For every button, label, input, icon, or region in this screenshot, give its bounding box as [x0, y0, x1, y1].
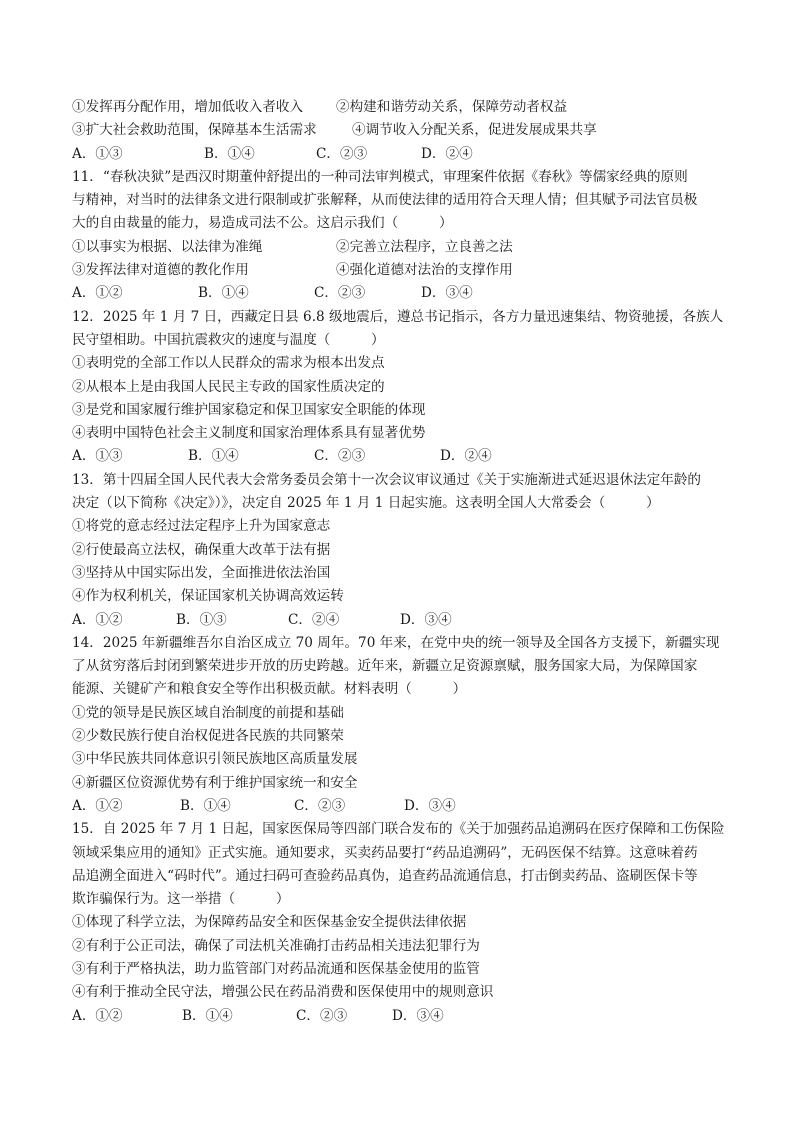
- answer-b[interactable]: B．①④: [182, 1007, 233, 1024]
- option-row: [72, 96, 722, 119]
- question-stem-line: 了从贫穷落后封闭到繁荣进步开放的历史跨越。近年来，新疆立足资源禀赋，服务国家大局，为保障国家: [72, 658, 698, 675]
- option-3: ③是党和国家履行维护国家稳定和保卫国家安全职能的体现: [72, 401, 426, 418]
- option-4: ④有利于推动全民守法，增强公民在药品消费和医保使用中的规则意识: [72, 984, 494, 1001]
- question-stem-line: 决定（以下简称《决定》）》，决定自 2025 年 1 月 1 日起实施。这表明全国人大常委会（ ）: [72, 495, 660, 512]
- option-4: ④表明中国特色社会主义制度和国家治理体系具有显著优势: [72, 425, 426, 442]
- question-14: [72, 632, 722, 818]
- answer-choices: [72, 1005, 722, 1028]
- option-2: ②有利于公正司法，确保了司法机关准确打击药品相关违法犯罪行为: [72, 937, 480, 954]
- exam-page: [72, 96, 725, 1028]
- answer-a[interactable]: A．①②: [72, 285, 123, 302]
- answer-a[interactable]: A．①②: [72, 797, 123, 814]
- question-stem-line: 领域采集应用的通知》正式实施。通知要求，买卖药品要打“药品追溯码”，无码医保不结算。这意味着药: [72, 844, 698, 861]
- option-row: [72, 236, 722, 259]
- question-stem-line: 民守望相助。中国抗震救灾的速度与温度（ ）: [72, 331, 385, 348]
- option-1: ①将党的意志经过法定程序上升为国家意志: [72, 518, 331, 535]
- answer-d[interactable]: D．③④: [392, 1007, 444, 1024]
- question-12: [72, 306, 722, 469]
- option-1: ①以事实为根据、以法律为准绳: [72, 238, 263, 255]
- question-stem-line: 13．第十四届全国人民代表大会常务委员会第十一次会议审议通过《关于实施渐进式延迟退休法定年龄的: [72, 471, 702, 488]
- question-stem-line: 品追溯全面进入“码时代”。通过扫码可查验药品真伪，追查药品流通信息，打击倒卖药品、盗刷医保卡等: [72, 867, 698, 884]
- option-3: ③扩大社会救助范围，保障基本生活需求: [72, 122, 317, 139]
- question-stem-line: 15．自 2025 年 7 月 1 日起，国家医保局等四部门联合发布的《关于加强药品追溯码在医疗保障和工伤保险: [72, 821, 725, 838]
- answer-b[interactable]: B．①④: [198, 285, 249, 302]
- answer-d[interactable]: D．③④: [404, 797, 456, 814]
- question-stem-line: 12．2025 年 1 月 7 日，西藏定日县 6.8 级地震后，遵总书记指示，各方力量迅速集结、物资驰援，各族人: [72, 308, 724, 325]
- question-stem-line: 欺诈骗保行为。这一举措（ ）: [72, 891, 290, 908]
- answer-a[interactable]: A．①②: [72, 611, 123, 628]
- answer-d[interactable]: D．②④: [440, 448, 492, 465]
- answer-b[interactable]: B．①④: [204, 145, 255, 162]
- option-3: ③坚持从中国实际出发，全面推进依法治国: [72, 564, 331, 581]
- option-row: [72, 259, 722, 282]
- answer-d[interactable]: D．②④: [421, 145, 473, 162]
- option-3: ③有利于严格执法，助力监管部门对药品流通和医保基金使用的监管: [72, 960, 480, 977]
- option-1: ①表明党的全部工作以人民群众的需求为根本出发点: [72, 355, 385, 372]
- answer-a[interactable]: A．①②: [72, 1007, 123, 1024]
- answer-c[interactable]: C．②③: [316, 145, 368, 162]
- option-1: ①体现了科学立法，为保障药品安全和医保基金安全提供法律依据: [72, 914, 467, 931]
- option-4: ④调节收入分配关系，促进发展成果共享: [352, 122, 597, 139]
- option-1: ①发挥再分配作用，增加低收入者收入: [72, 99, 304, 115]
- answer-d[interactable]: D．③④: [421, 285, 473, 302]
- answer-choices: [72, 445, 722, 468]
- question-15: [72, 818, 725, 1028]
- option-3: ③发挥法律对道德的教化作用: [72, 262, 249, 279]
- question-stem-line: 14．2025 年新疆维吾尔自治区成立 70 周年。70 年来，在党中央的统一领导及全国各方支援下，新疆实现: [72, 634, 720, 651]
- answer-choices: [72, 143, 722, 166]
- answer-choices: [72, 609, 722, 632]
- question-13: [72, 469, 722, 632]
- option-2: ②少数民族行使自治权促进各民族的共同繁荣: [72, 728, 344, 745]
- answer-c[interactable]: C．②④: [288, 611, 340, 628]
- option-2: ②行使最高立法权，确保重大改革于法有据: [72, 541, 331, 558]
- option-row: [72, 119, 722, 142]
- question-stem-line: 与精神，对当时的法律条文进行限制或扩张解释，从而使法律的适用符合天理人情；但其赋予司法官员极: [72, 192, 698, 209]
- answer-b[interactable]: B．①④: [180, 797, 231, 814]
- answer-choices: [72, 795, 722, 818]
- question-11: [72, 166, 722, 306]
- option-2: ②从根本上是由我国人民民主专政的国家性质决定的: [72, 378, 385, 395]
- option-1: ①党的领导是民族区域自治制度的前提和基础: [72, 704, 344, 721]
- answer-c[interactable]: C．②③: [314, 448, 366, 465]
- answer-c[interactable]: C．②③: [314, 285, 366, 302]
- option-4: ④强化道德对法治的支撑作用: [336, 262, 513, 279]
- question-stem-line: 11．“春秋决狱”是西汉时期董仲舒提出的一种司法审判模式，审理案件依据《春秋》等儒家经典的原则: [72, 168, 688, 185]
- option-3: ③中华民族共同体意识引领民族地区高质量发展: [72, 751, 358, 768]
- question-10-tail: [72, 96, 722, 166]
- option-4: ④新疆区位资源优势有利于维护国家统一和安全: [72, 774, 358, 791]
- option-4: ④作为权利机关，保证国家机关协调高效运转: [72, 588, 344, 605]
- answer-a[interactable]: A．①③: [72, 448, 123, 465]
- answer-c[interactable]: C．②③: [296, 1007, 348, 1024]
- answer-d[interactable]: D．③④: [400, 611, 452, 628]
- answer-c[interactable]: C．②③: [294, 797, 346, 814]
- question-stem-line: 能源、关键矿产和粮食安全等作出积极贡献。材料表明（ ）: [72, 681, 467, 698]
- answer-b[interactable]: B．①③: [176, 611, 227, 628]
- question-stem-line: 大的自由裁量的能力，易造成司法不公。这启示我们（ ）: [72, 215, 453, 232]
- option-2: ②构建和谐劳动关系，保障劳动者权益: [336, 99, 568, 115]
- answer-choices: [72, 282, 722, 305]
- option-2: ②完善立法程序，立良善之法: [336, 238, 513, 255]
- answer-b[interactable]: B．①④: [188, 448, 239, 465]
- answer-a[interactable]: A．①③: [72, 145, 123, 162]
